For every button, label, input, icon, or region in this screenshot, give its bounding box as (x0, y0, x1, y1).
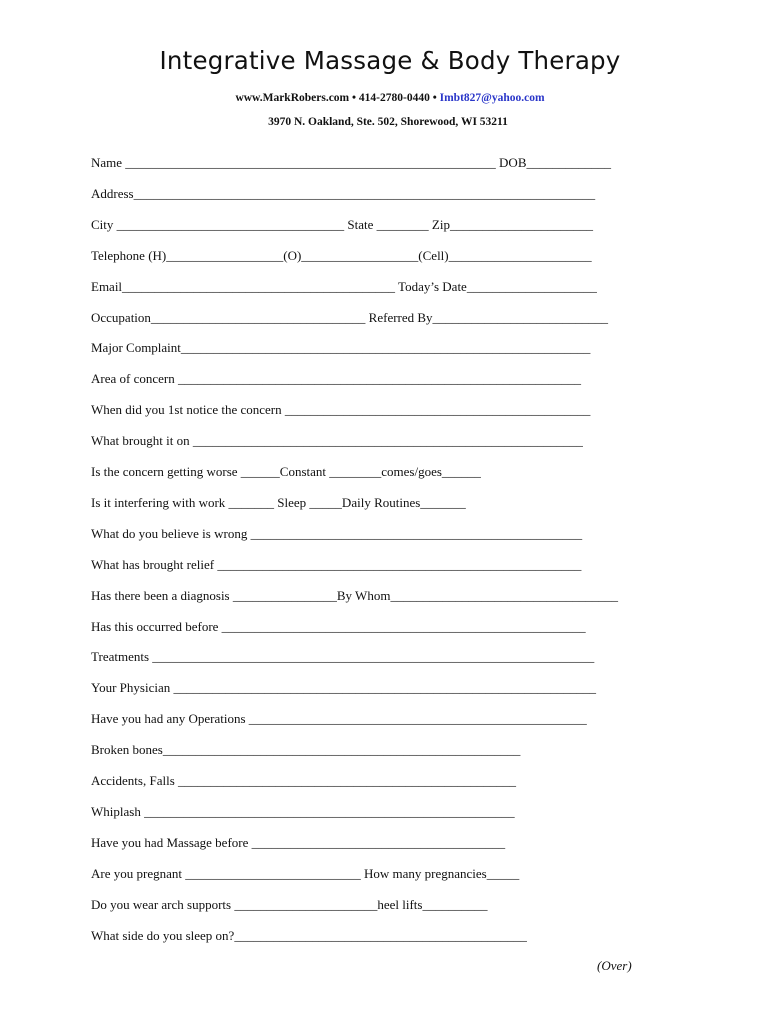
field-address[interactable]: Address_______________________________________________________________________ (91, 186, 596, 201)
field-occupation-referred[interactable]: Occupation_________________________________ Referred By___________________________ (91, 310, 609, 325)
field-massage-before[interactable]: Have you had Massage before _______________________________________ (91, 835, 506, 850)
field-major-complaint[interactable]: Major Complaint_______________________________________________________________ (91, 340, 591, 355)
field-diagnosis[interactable]: Has there been a diagnosis ________________By Whom___________________________________ (91, 588, 618, 603)
over-indicator: (Over) (597, 958, 632, 973)
field-occurred-before[interactable]: Has this occurred before ________________________________________________________ (91, 619, 586, 634)
field-what-brought-it-on[interactable]: What brought it on ____________________________________________________________ (91, 433, 583, 448)
website-text: www.MarkRobers.com (235, 92, 350, 104)
email-link[interactable]: Imbt827@yahoo.com (439, 92, 545, 104)
field-accidents-falls[interactable]: Accidents, Falls ____________________________________________________ (91, 773, 517, 788)
field-whiplash[interactable]: Whiplash _________________________________________________________ (91, 804, 515, 819)
separator: • (349, 92, 359, 104)
field-arch-supports[interactable]: Do you wear arch supports ______________________heel lifts__________ (91, 897, 488, 912)
field-interfering[interactable]: Is it interfering with work _______ Sleep _____Daily Routines_______ (91, 495, 466, 510)
field-broken-bones[interactable]: Broken bones_______________________________________________________ (91, 742, 521, 757)
field-first-notice[interactable]: When did you 1st notice the concern _______________________________________________ (91, 402, 591, 417)
field-physician[interactable]: Your Physician _________________________________________________________________ (91, 680, 596, 695)
field-area-of-concern[interactable]: Area of concern ______________________________________________________________ (91, 371, 581, 386)
field-treatments[interactable]: Treatments ____________________________________________________________________ (91, 649, 595, 664)
contact-info (0, 92, 770, 104)
phone-text: 414-2780-0440 (358, 92, 430, 104)
field-name-dob[interactable]: Name _________________________________________________________ DOB_____________ (91, 155, 611, 170)
field-operations[interactable]: Have you had any Operations ____________________________________________________ (91, 711, 587, 726)
street-address: 3970 N. Oakland, Ste. 502, Shorewood, WI 53211 (268, 116, 508, 128)
field-relief[interactable]: What has brought relief ________________________________________________________ (91, 557, 582, 572)
field-believe-wrong[interactable]: What do you believe is wrong ___________________________________________________ (91, 526, 583, 541)
field-pregnant[interactable]: Are you pregnant ___________________________ How many pregnancies_____ (91, 866, 520, 881)
form-title: Integrative Massage & Body Therapy (159, 46, 621, 75)
field-sleep-side[interactable]: What side do you sleep on?_____________________________________________ (91, 928, 527, 943)
separator: • (429, 92, 440, 104)
field-telephone[interactable]: Telephone (H)__________________(O)__________________(Cell)______________________ (91, 248, 592, 263)
field-concern-worse[interactable]: Is the concern getting worse ______Constant ________comes/goes______ (91, 464, 481, 479)
field-city-state-zip[interactable]: City ___________________________________ State ________ Zip______________________ (91, 217, 593, 232)
field-email-date[interactable]: Email__________________________________________ Today’s Date____________________ (91, 279, 597, 294)
